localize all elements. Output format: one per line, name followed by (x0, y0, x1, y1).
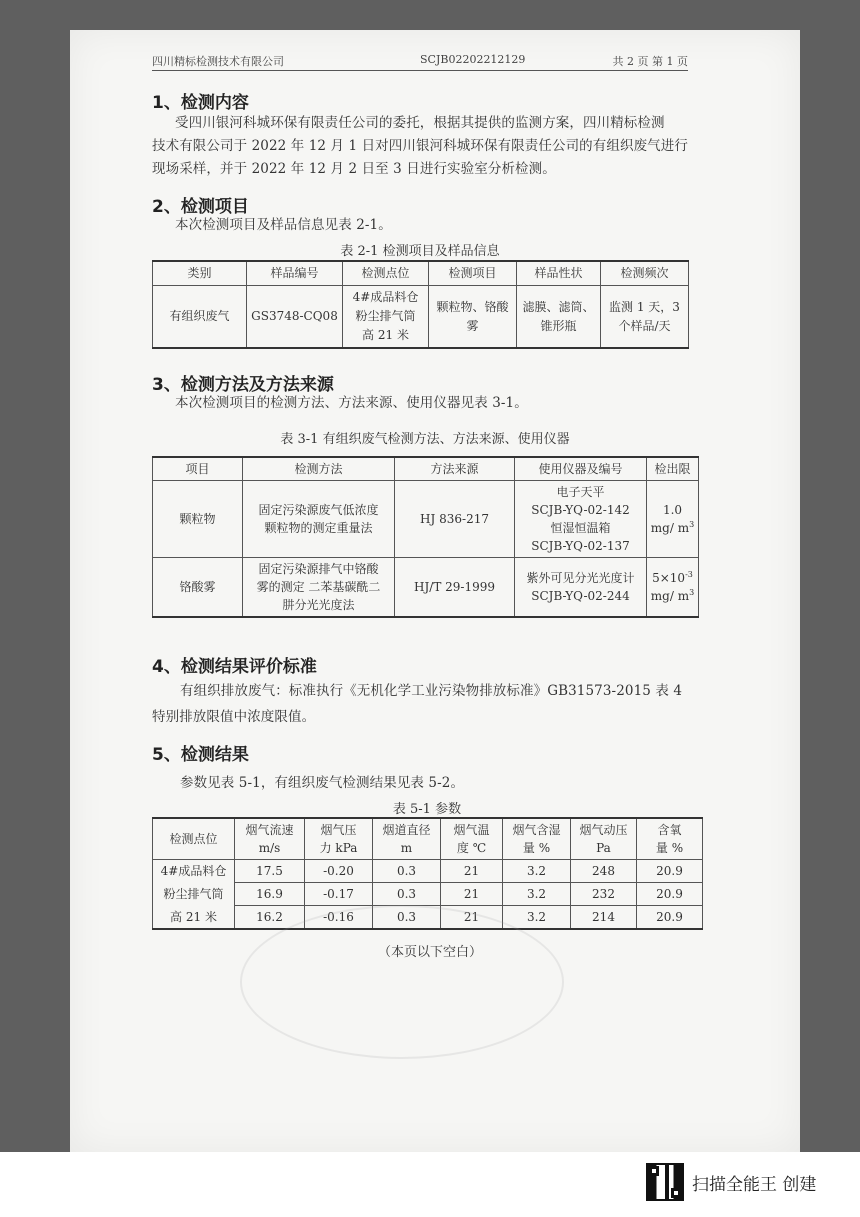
page-header (152, 50, 688, 71)
cell-point (343, 286, 429, 349)
blank-below-note: （本页以下空白） (377, 945, 482, 960)
cell-value: 3.2 (503, 906, 571, 930)
header-cell: 类别 (153, 261, 247, 286)
cell-line: 监测 1 天，3 (609, 299, 680, 314)
cell-form (517, 286, 601, 349)
cell-line: 个样品/天 (618, 318, 671, 333)
cell-item: 铬酸雾 (153, 558, 243, 618)
limit-text: 5×10 (652, 571, 686, 585)
cell-line: 颗粒物的测定重量法 (264, 521, 373, 535)
unit-exponent: 3 (689, 520, 695, 529)
table-row (153, 860, 703, 883)
cell-line: 锥形瓶 (540, 318, 577, 333)
unit-exponent: 3 (689, 588, 695, 597)
section-4-line: 有组织排放废气：标准执行《无机化学工业污染物排放标准》GB31573-2015 表 4 (180, 683, 683, 699)
header-cell (441, 818, 503, 860)
unit-text: mg/ m (650, 521, 690, 535)
cell-value: 0.3 (373, 883, 441, 906)
cell-line: 烟气流速 (245, 823, 294, 837)
cell-value: 21 (441, 906, 503, 930)
report-number: SCJB02202212129 (420, 53, 526, 66)
cell-line: 颗粒物、铬酸 (436, 299, 509, 314)
unit-text: mg/ m (650, 589, 690, 603)
faint-seal-stamp (240, 905, 564, 1059)
cell-line: 恒湿恒温箱 (550, 521, 611, 535)
cell-line: 滤膜、滤筒、 (522, 299, 595, 314)
cell-line: 紫外可见分光光度计 (526, 571, 635, 585)
header-cell: 样品编号 (247, 261, 343, 286)
section-3-title: 3、检测方法及方法来源 (152, 375, 334, 395)
cell-line: 量 % (655, 841, 684, 855)
cell-line (650, 587, 695, 605)
cell-item: 颗粒物 (153, 481, 243, 558)
header-cell: 检测点位 (153, 818, 235, 860)
header-cell (235, 818, 305, 860)
cell-line: 雾的测定 二苯基碳酰二 (256, 580, 381, 594)
cell-line: 烟气含湿 (512, 823, 561, 837)
header-cell (373, 818, 441, 860)
cell-line: 量 % (522, 841, 551, 855)
section-1-title: 1、检测内容 (152, 93, 249, 113)
cell-value: -0.17 (305, 883, 373, 906)
cell-line: 烟道直径 (382, 823, 431, 837)
cell-line: 含氧 (657, 823, 682, 837)
cell-line: 烟气温 (453, 823, 490, 837)
header-cell: 样品性状 (517, 261, 601, 286)
cell-value: 21 (441, 860, 503, 883)
header-cell: 检测频次 (601, 261, 689, 286)
cell-line: 烟气动压 (579, 823, 628, 837)
cell-instrument (515, 558, 647, 618)
cell-line: Pa (596, 841, 611, 855)
cell-point: 4#成品料仓 (153, 860, 235, 883)
cell-value: 16.2 (235, 906, 305, 930)
company-name: 四川精标检测技术有限公司 (152, 55, 284, 68)
table-header-row (153, 818, 703, 860)
section-4-line: 特别排放限值中浓度限值。 (152, 709, 316, 725)
section-1-line: 技术有限公司于 2022 年 12 月 1 日对四川银河科城环保有限责任公司的有组织废气进行 (152, 138, 688, 154)
header-cell (305, 818, 373, 860)
cell-value: 214 (571, 906, 637, 930)
cell-line: SCJB-YQ-02-137 (531, 539, 630, 553)
cell-line: 烟气压 (320, 823, 357, 837)
header-cell: 检测点位 (343, 261, 429, 286)
cell-line: 固定污染源排气中铬酸 (258, 562, 379, 576)
cell-value: 20.9 (637, 906, 703, 930)
cell-limit (647, 481, 699, 558)
cell-line: 高 21 米 (362, 328, 409, 342)
cell-line: m (400, 841, 413, 855)
cell-source: HJ 836-217 (395, 481, 515, 558)
cell-value: 0.3 (373, 906, 441, 930)
section-3-text: 本次检测项目的检测方法、方法来源、使用仪器见表 3-1。 (175, 395, 528, 411)
cell-sample-no: GS3748-CQ08 (247, 286, 343, 349)
cell-line: 度 ℃ (456, 841, 487, 855)
table-header-row (153, 457, 699, 481)
cell-value: 3.2 (503, 860, 571, 883)
cell-method (243, 481, 395, 558)
cell-method (243, 558, 395, 618)
table-row (153, 286, 689, 349)
cell-line: 力 kPa (319, 841, 358, 855)
cell-line: 1.0 (662, 503, 683, 517)
page-count: 共 2 页 第 1 页 (612, 55, 688, 68)
header-cell: 检测方法 (243, 457, 395, 481)
table-2-1 (152, 260, 689, 349)
cell-value: 0.3 (373, 860, 441, 883)
section-5-title: 5、检测结果 (152, 745, 249, 765)
cell-line: 电子天平 (556, 485, 605, 499)
cell-line (650, 569, 695, 587)
cell-line: 4#成品料仓 (352, 290, 419, 304)
cell-line: 粉尘排气筒 (355, 309, 416, 323)
header-cell (637, 818, 703, 860)
cell-line: SCJB-YQ-02-244 (531, 589, 630, 603)
cell-frequency (601, 286, 689, 349)
cell-category: 有组织废气 (153, 286, 247, 349)
cell-point: 高 21 米 (153, 906, 235, 930)
section-2-text: 本次检测项目及样品信息见表 2-1。 (175, 217, 392, 233)
cell-value: -0.20 (305, 860, 373, 883)
cell-line: SCJB-YQ-02-142 (531, 503, 630, 517)
header-cell: 检测项目 (429, 261, 517, 286)
table-2-1-caption: 表 2-1 检测项目及样品信息 (340, 244, 500, 259)
table-3-1 (152, 456, 699, 618)
section-2-title: 2、检测项目 (152, 197, 249, 217)
cell-line: 雾 (466, 318, 479, 333)
cell-value: 232 (571, 883, 637, 906)
section-1-line: 受四川银河科城环保有限责任公司的委托，根据其提供的监测方案，四川精标检测 (175, 115, 665, 131)
cell-source: HJ/T 29-1999 (395, 558, 515, 618)
cell-line: 固定污染源废气低浓度 (258, 503, 379, 517)
cell-value: 20.9 (637, 883, 703, 906)
cell-value: 3.2 (503, 883, 571, 906)
limit-exponent: -3 (685, 570, 693, 579)
header-cell: 检出限 (647, 457, 699, 481)
table-row (153, 883, 703, 906)
table-row (153, 481, 699, 558)
table-5-1-caption: 表 5-1 参数 (392, 802, 462, 817)
cell-items (429, 286, 517, 349)
scanner-brand-label: 扫描全能王 创建 (692, 1175, 817, 1195)
cell-instrument (515, 481, 647, 558)
table-header-row (153, 261, 689, 286)
cell-limit (647, 558, 699, 618)
header-cell: 使用仪器及编号 (515, 457, 647, 481)
cell-line: m/s (258, 841, 281, 855)
cell-value: -0.16 (305, 906, 373, 930)
cell-value: 20.9 (637, 860, 703, 883)
table-row (153, 558, 699, 618)
section-4-title: 4、检测结果评价标准 (152, 657, 317, 677)
cell-line: 肼分光光度法 (282, 598, 355, 612)
section-5-text: 参数见表 5-1，有组织废气检测结果见表 5-2。 (180, 775, 465, 791)
cell-point: 粉尘排气筒 (153, 883, 235, 906)
cell-value: 248 (571, 860, 637, 883)
table-3-1-caption: 表 3-1 有组织废气检测方法、方法来源、使用仪器 (280, 432, 570, 447)
cell-line (650, 519, 695, 537)
cell-value: 17.5 (235, 860, 305, 883)
header-cell (503, 818, 571, 860)
cell-value: 21 (441, 883, 503, 906)
header-cell: 项目 (153, 457, 243, 481)
header-cell: 方法来源 (395, 457, 515, 481)
section-1-line: 现场采样，并于 2022 年 12 月 2 日至 3 日进行实验室分析检测。 (152, 161, 556, 177)
qr-code-icon (646, 1163, 684, 1201)
header-cell (571, 818, 637, 860)
cell-value: 16.9 (235, 883, 305, 906)
